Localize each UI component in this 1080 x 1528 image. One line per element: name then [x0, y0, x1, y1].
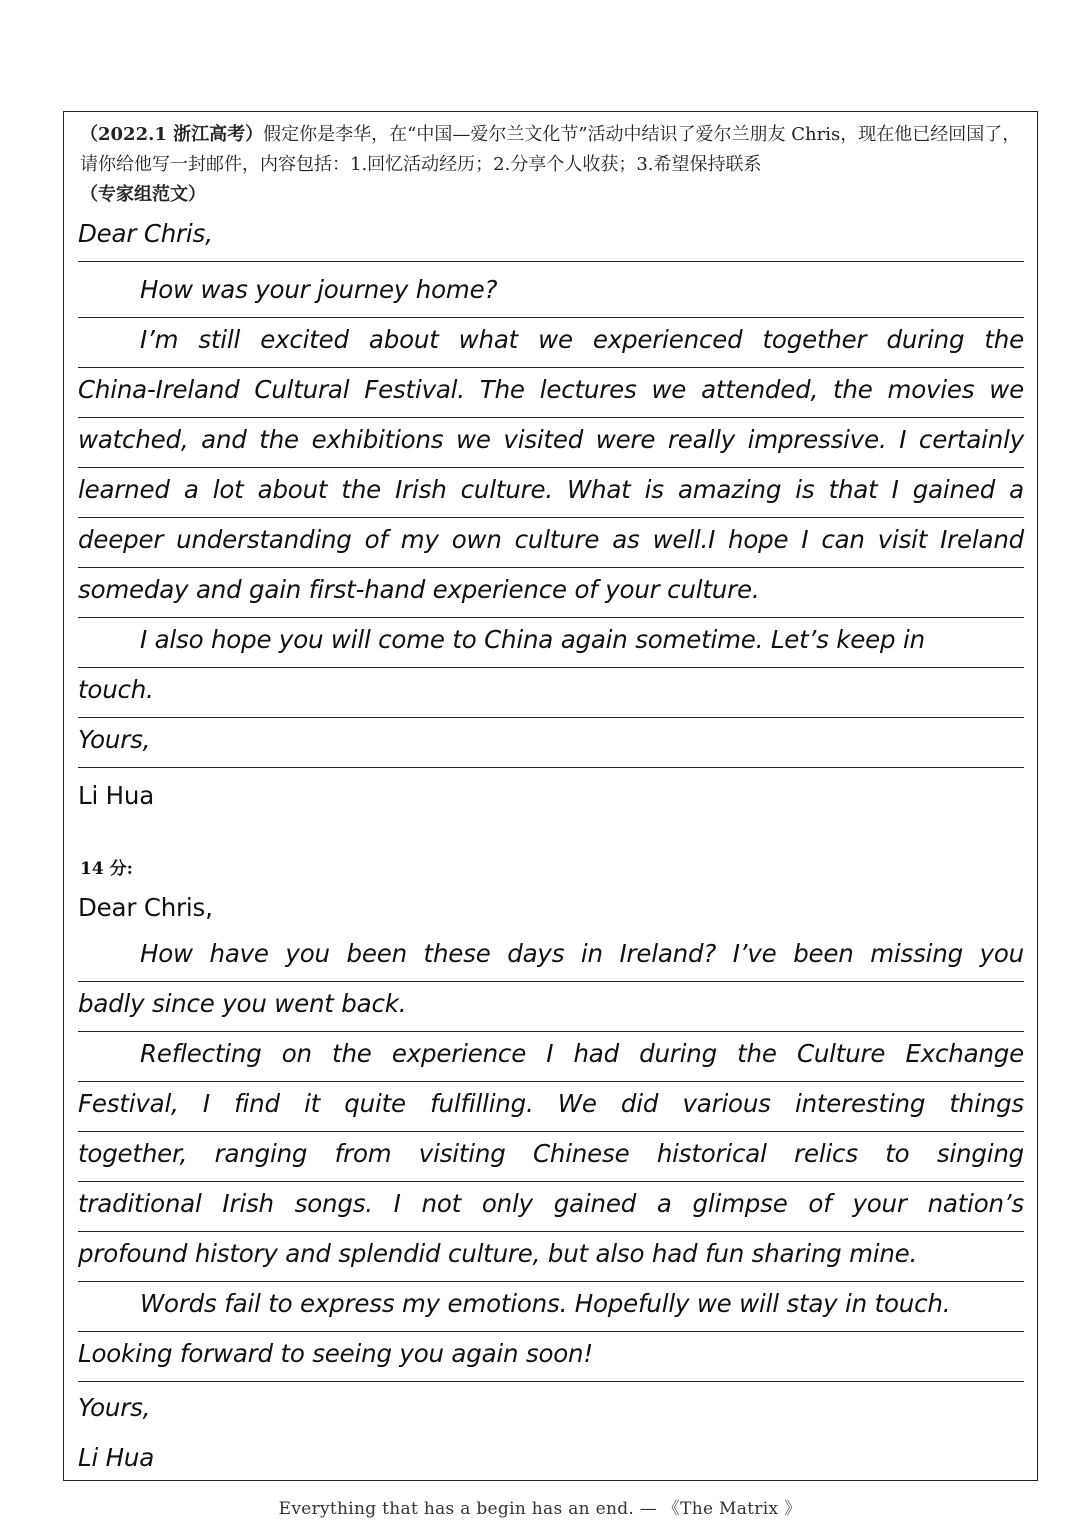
essay2-line: together, ranging from visiting Chinese historical relics to singing: [78, 1134, 1024, 1182]
essay2-signature: Li Hua: [78, 1443, 155, 1472]
essay1-line: I also hope you will come to China again sometime. Let’s keep in: [78, 620, 1024, 668]
footer-quote: Everything that has a begin has an end. — 《The Matrix 》: [278, 1499, 802, 1519]
essay2-line: Words fail to express my emotions. Hopefully we will stay in touch.: [78, 1284, 1024, 1332]
essay1-line: China-Ireland Cultural Festival. The lectures we attended, the movies we: [78, 370, 1024, 418]
essay2-line: Festival, I find it quite fulfilling. We did various interesting things: [78, 1084, 1024, 1132]
essay1-line: someday and gain first-hand experience of your culture.: [78, 570, 1024, 618]
prompt-block: [80, 120, 1030, 210]
essay1-line: deeper understanding of my own culture as well.I hope I can visit Ireland: [78, 520, 1024, 568]
prompt-text: 假定你是李华，在“中国—爱尔兰文化节”活动中结识了爱尔兰朋友 Chris，现在他已经回国了，请你给他写一封邮件，内容包括：1.回忆活动经历；2.分享个人收获；3.希望保持联系: [80, 124, 1021, 175]
essay2-line: Dear Chris,: [78, 893, 213, 922]
essay2-line: Reflecting on the experience I had during the Culture Exchange: [78, 1034, 1024, 1082]
essay1-line: touch.: [78, 670, 1024, 718]
essay1-line: Yours,: [78, 720, 1024, 768]
essay2-line: Looking forward to seeing you again soon!: [78, 1334, 1024, 1382]
essay1-signature: Li Hua: [78, 781, 155, 810]
prompt-tag: （2022.1 浙江高考）: [80, 124, 264, 145]
essay2-line: How have you been these days in Ireland? I’ve been missing you: [78, 934, 1024, 982]
essay1-line: I’m still excited about what we experienced together during the: [78, 320, 1024, 368]
essay2-line: traditional Irish songs. I not only gained a glimpse of your nation’s: [78, 1184, 1024, 1232]
essay2-line: profound history and splendid culture, but also had fun sharing mine.: [78, 1234, 1024, 1282]
essay1-line: Dear Chris,: [78, 214, 1024, 262]
score-label: 14 分:: [80, 859, 133, 879]
essay1-line: watched, and the exhibitions we visited were really impressive. I certainly: [78, 420, 1024, 468]
prompt-label: （专家组范文）: [80, 184, 206, 205]
essay2-line: Yours,: [78, 1393, 151, 1422]
essay1-line: learned a lot about the Irish culture. What is amazing is that I gained a: [78, 470, 1024, 518]
essay2-line: badly since you went back.: [78, 984, 1024, 1032]
essay1-line: How was your journey home?: [78, 270, 1024, 318]
